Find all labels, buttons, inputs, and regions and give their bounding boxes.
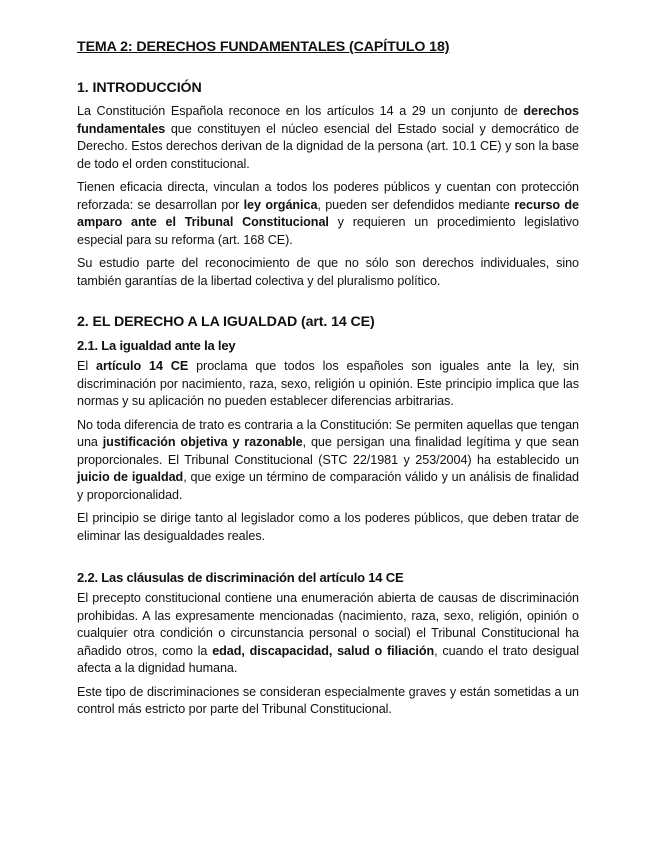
bold-run: artículo 14 CE [96,359,189,373]
bold-run: recurso de amparo ante el Tribunal Constitucional [77,197,579,229]
section-1-paragraph-3 [77,255,579,290]
text-run: No toda diferencia de trato es contraria a la Constitución: Se permiten aquellas que tengan una [77,417,579,449]
section-2-heading: 2. EL DERECHO A LA IGUALDAD (art. 14 CE) [77,314,375,330]
text-run: El precepto constitucional contiene una enumeración abierta de causas de discriminación prohibidas. A las expresamente mencionadas (nacimiento, raza, sexo, religión, opinión o cualquier otra condición o circunstancia personal o social) el Tribunal Constitucional ha añadido otros, como la [77,591,579,658]
bold-run: edad, discapacidad, salud o filiación [212,643,435,658]
text-run: y requieren un procedimiento legislativo especial para su reforma (art. 168 CE). [77,215,580,247]
text-run: Este tipo de discriminaciones se consideran especialmente graves y están sometidas a un control más estricto por parte del Tribunal Constitucional. [77,684,579,716]
section-spacer [77,296,579,313]
section-spacer [77,551,579,569]
subsection-2-2-paragraph-2 [77,684,579,719]
text-run: que constituyen el núcleo esencial del Estado social y democrático de Derecho. Estos derechos derivan de la dignidad de la persona (art. 10.1 CE) y son la base de todo el orden constitucional. [77,121,579,171]
bold-run: derechos fundamentales [77,104,579,136]
text-run: Su estudio parte del reconocimiento de que no sólo son derechos individuales, sino también garantías de la libertad colectiva y del pluralismo político. [77,256,579,288]
text-run: , cuando el trato desigual afecta a la dignidad humana. [77,643,579,675]
text-run: El [77,359,96,373]
bold-run: justificación objetiva y razonable [102,435,303,449]
bold-run: ley orgánica [243,197,318,212]
subsection-2-1-paragraph-1 [77,358,579,411]
section-1-heading: 1. INTRODUCCIÓN [77,80,202,96]
text-run: , que exige un término de comparación válido y un análisis de finalidad y proporcionalidad. [77,470,579,502]
subsection-2-2-paragraph-1 [77,590,579,678]
text-run: Tienen eficacia directa, vinculan a todos los poderes públicos y cuentan con protección reforzada: se desarrollan por [77,180,579,212]
text-run: proclama que todos los españoles son iguales ante la ley, sin discriminación por nacimiento, raza, sexo, religión u opinión. Este principio implica que las normas y su aplicación no pueden establecer diferencias arbitrarias. [77,359,579,408]
subsection-2-1-heading: 2.1. La igualdad ante la ley [77,338,236,353]
section-1-paragraph-1 [77,103,579,173]
text-run: , pueden ser defendidos mediante [317,197,515,212]
text-run: , que persigan una finalidad legítima y que sean proporcionales. El Tribunal Constitucional (STC 22/1981 y 253/2004) ha establecido un [77,435,580,467]
text-run: La Constitución Española reconoce en los artículos 14 a 29 un conjunto de [77,104,524,118]
subsection-2-2-heading: 2.2. Las cláusulas de discriminación del artículo 14 CE [77,570,404,585]
subsection-2-1-paragraph-3 [77,510,579,545]
document-title: TEMA 2: DERECHOS FUNDAMENTALES (CAPÍTULO 18) [77,39,450,55]
section-1-paragraph-2 [77,179,579,249]
bold-run: juicio de igualdad [77,470,184,484]
text-run: El principio se dirige tanto al legislador como a los poderes públicos, que deben tratar de eliminar las desigualdades reales. [77,511,579,543]
subsection-2-1-paragraph-2 [77,417,579,505]
